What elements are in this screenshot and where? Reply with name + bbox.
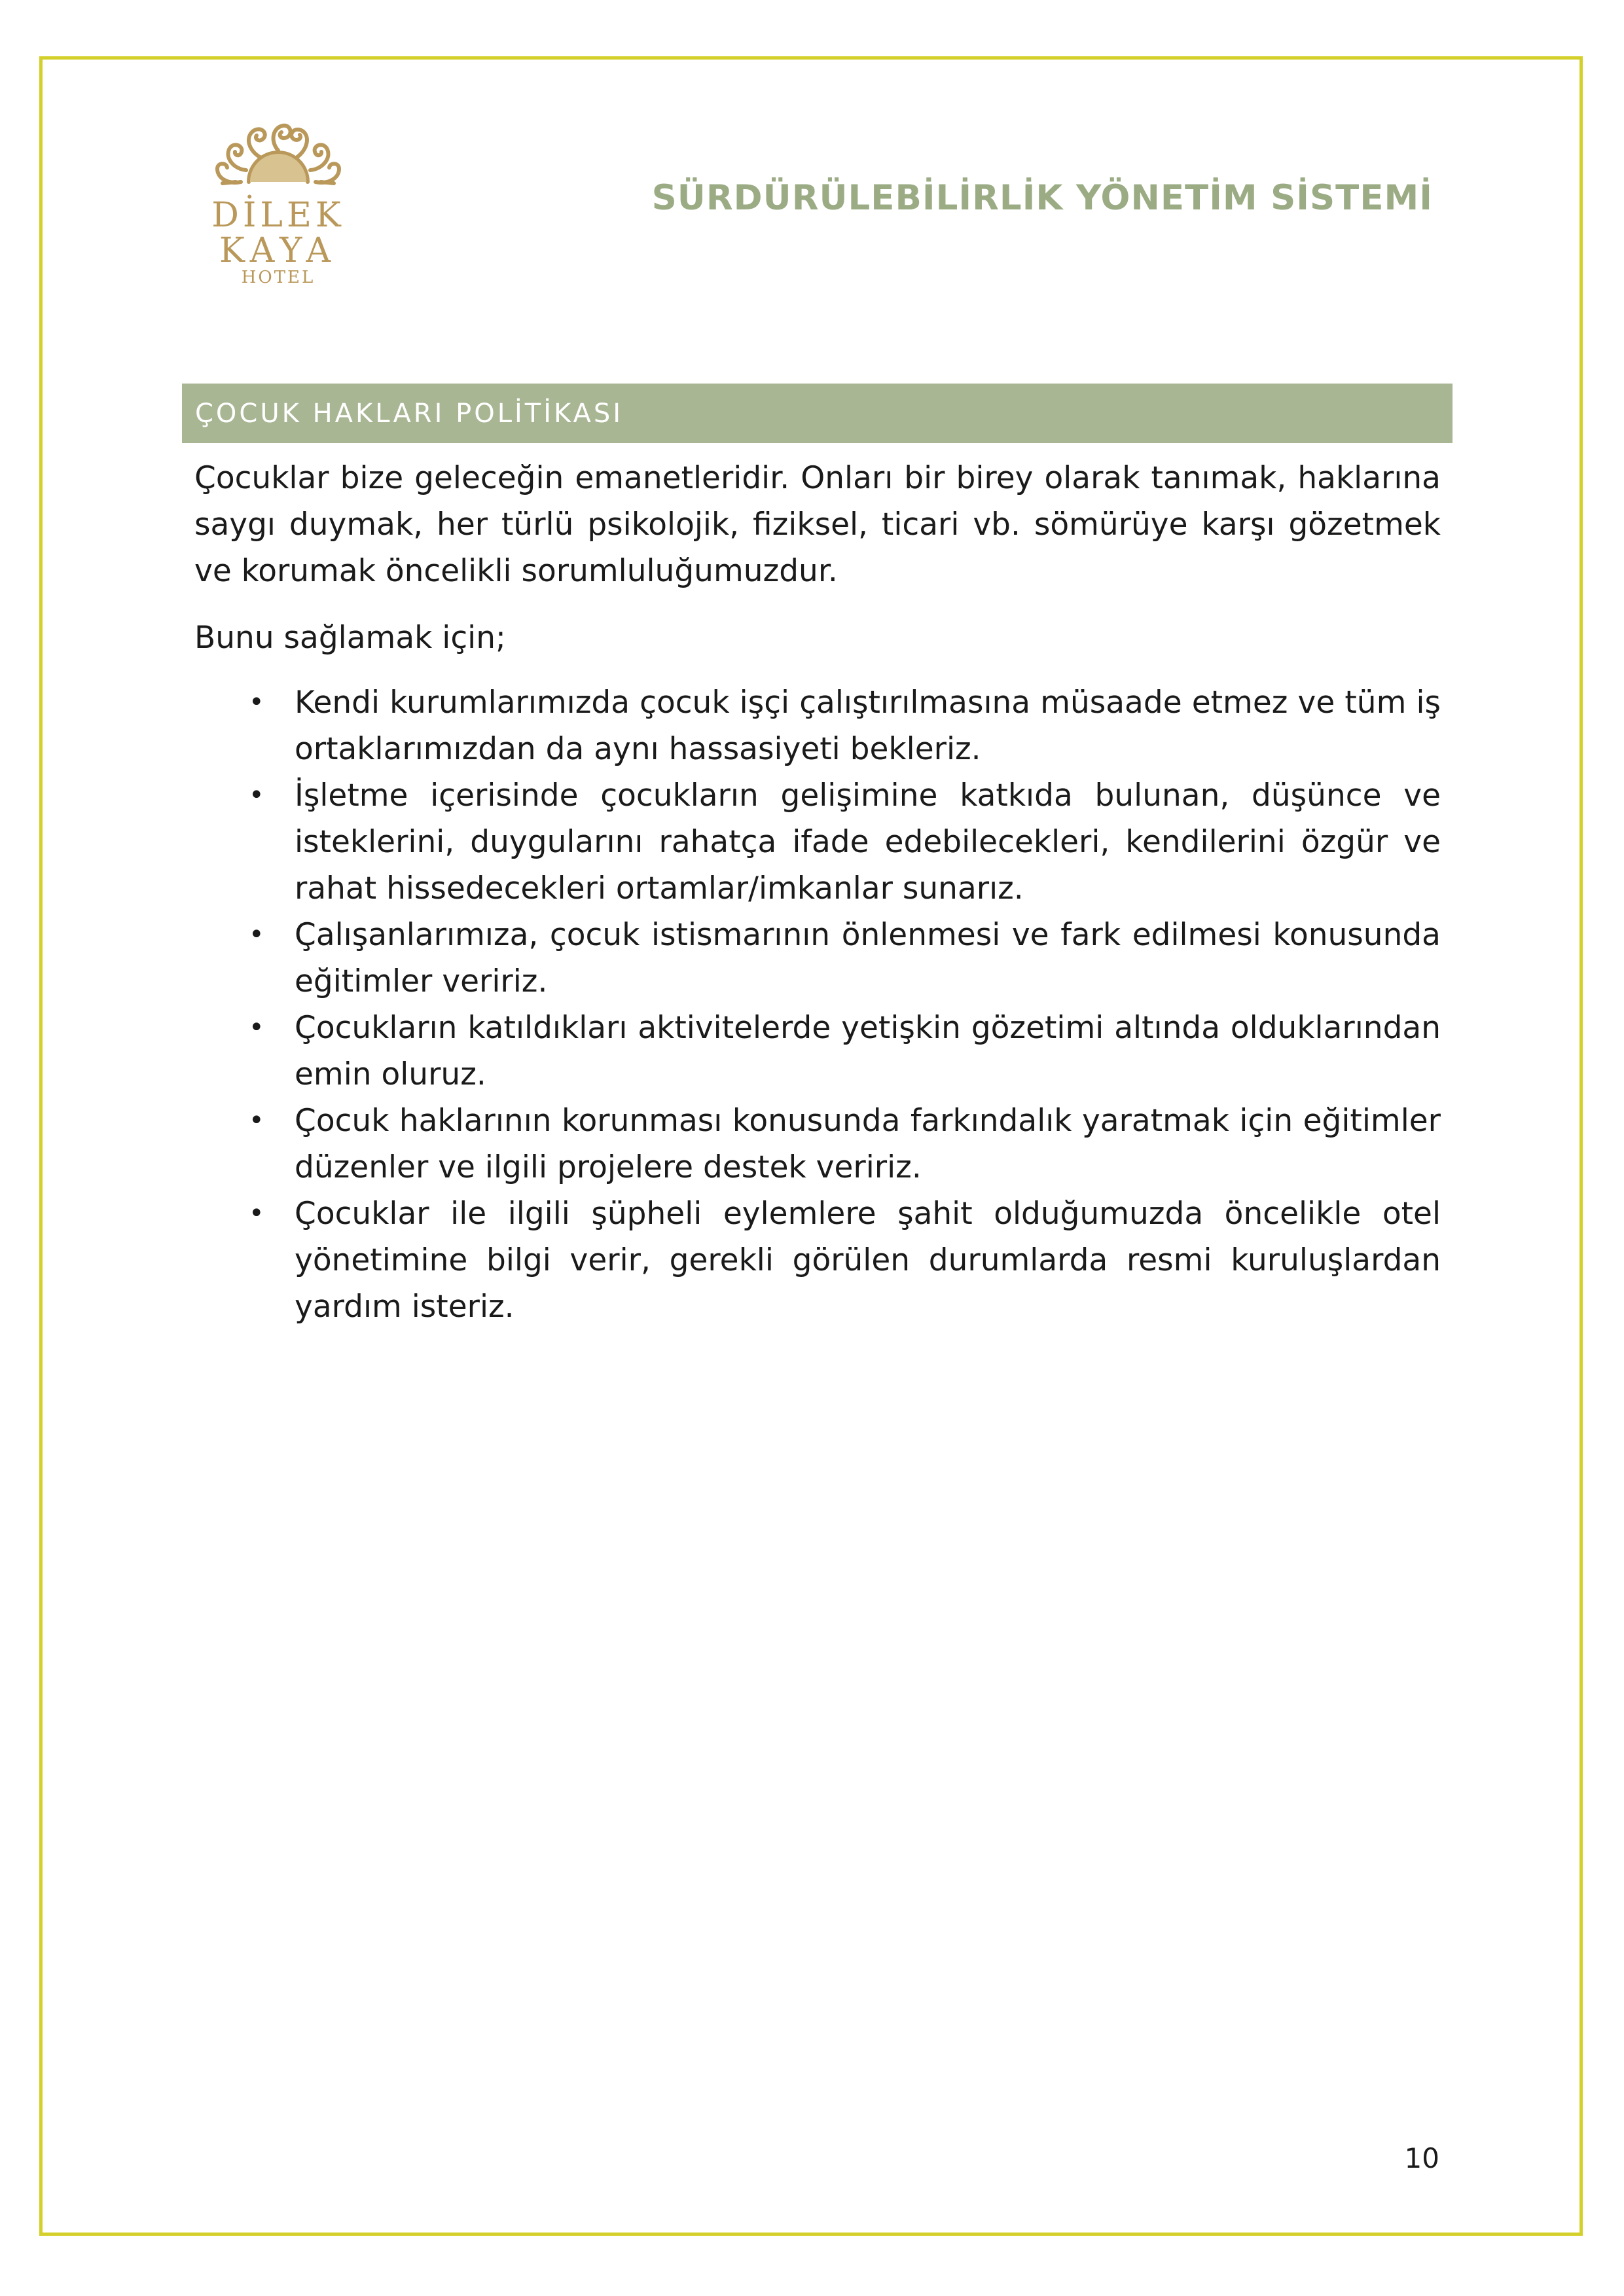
commitment-list <box>194 679 1441 1330</box>
list-item <box>194 912 1441 1005</box>
list-item-text: Çalışanlarımıza, çocuk istismarının önlenmesi ve fark edilmesi konusunda eğitimler veririz. <box>295 917 1441 999</box>
bullet-icon: • <box>249 1013 264 1043</box>
list-item <box>194 1005 1441 1098</box>
list-item-text: Çocukların katıldıkları aktivitelerde yetişkin gözetimi altında olduklarından emin oluruz. <box>295 1010 1441 1092</box>
list-item <box>194 772 1441 912</box>
lead-sentence: Bunu sağlamak için; <box>194 620 506 656</box>
logo-text-kaya: KAYA <box>219 231 338 270</box>
list-item-text: İşletme içerisinde çocukların gelişimine katkıda bulunan, düşünce ve isteklerini, duygularını rahatça ifade edebilecekleri, kendilerini özgür ve rahat hissedecekleri ortamlar/imkanlar sunarız. <box>295 778 1441 906</box>
list-item <box>194 679 1441 772</box>
document-title: SÜRDÜRÜLEBİLİRLİK YÖNETİM SİSTEMİ <box>651 178 1433 218</box>
list-item <box>194 1098 1441 1191</box>
list-item-text: Çocuk haklarının korunması konusunda farkındalık yaratmak için eğitimler düzenler ve ilgili projelere destek veririz. <box>295 1103 1441 1185</box>
list-item <box>194 1191 1441 1330</box>
list-item-text: Kendi kurumlarımızda çocuk işçi çalıştırılmasına müsaade etmez ve tüm iş ortaklarımızdan da aynı hassasiyeti bekleriz. <box>295 685 1441 767</box>
logo-text-dilek: DİLEK <box>211 196 345 235</box>
page-number: 10 <box>1404 2142 1439 2174</box>
bullet-icon: • <box>249 1105 264 1136</box>
intro-paragraph: Çocuklar bize geleceğin emanetleridir. Onları bir birey olarak tanımak, haklarına saygı duymak, her türlü psikolojik, fiziksel, ticari vb. sömürüye karşı gözetmek ve korumak öncelikli sorumluluğumuzdur. <box>194 460 1441 589</box>
section-header-bar <box>182 384 1453 443</box>
logo-text-hotel: HOTEL <box>241 268 316 287</box>
list-item-text: Çocuklar ile ilgili şüpheli eylemlere şahit olduğumuzda öncelikle otel yönetimine bilgi verir, gerekli görülen durumlarda resmi kuruluşlardan yardım isteriz. <box>295 1196 1441 1325</box>
bullet-icon: • <box>249 920 264 950</box>
bullet-icon: • <box>249 780 264 810</box>
policy-body <box>194 455 1441 1330</box>
section-title: ÇOCUK HAKLARI POLİTİKASI <box>195 398 624 429</box>
bullet-icon: • <box>249 687 264 717</box>
bullet-icon: • <box>249 1198 264 1229</box>
hotel-logo <box>198 105 359 289</box>
